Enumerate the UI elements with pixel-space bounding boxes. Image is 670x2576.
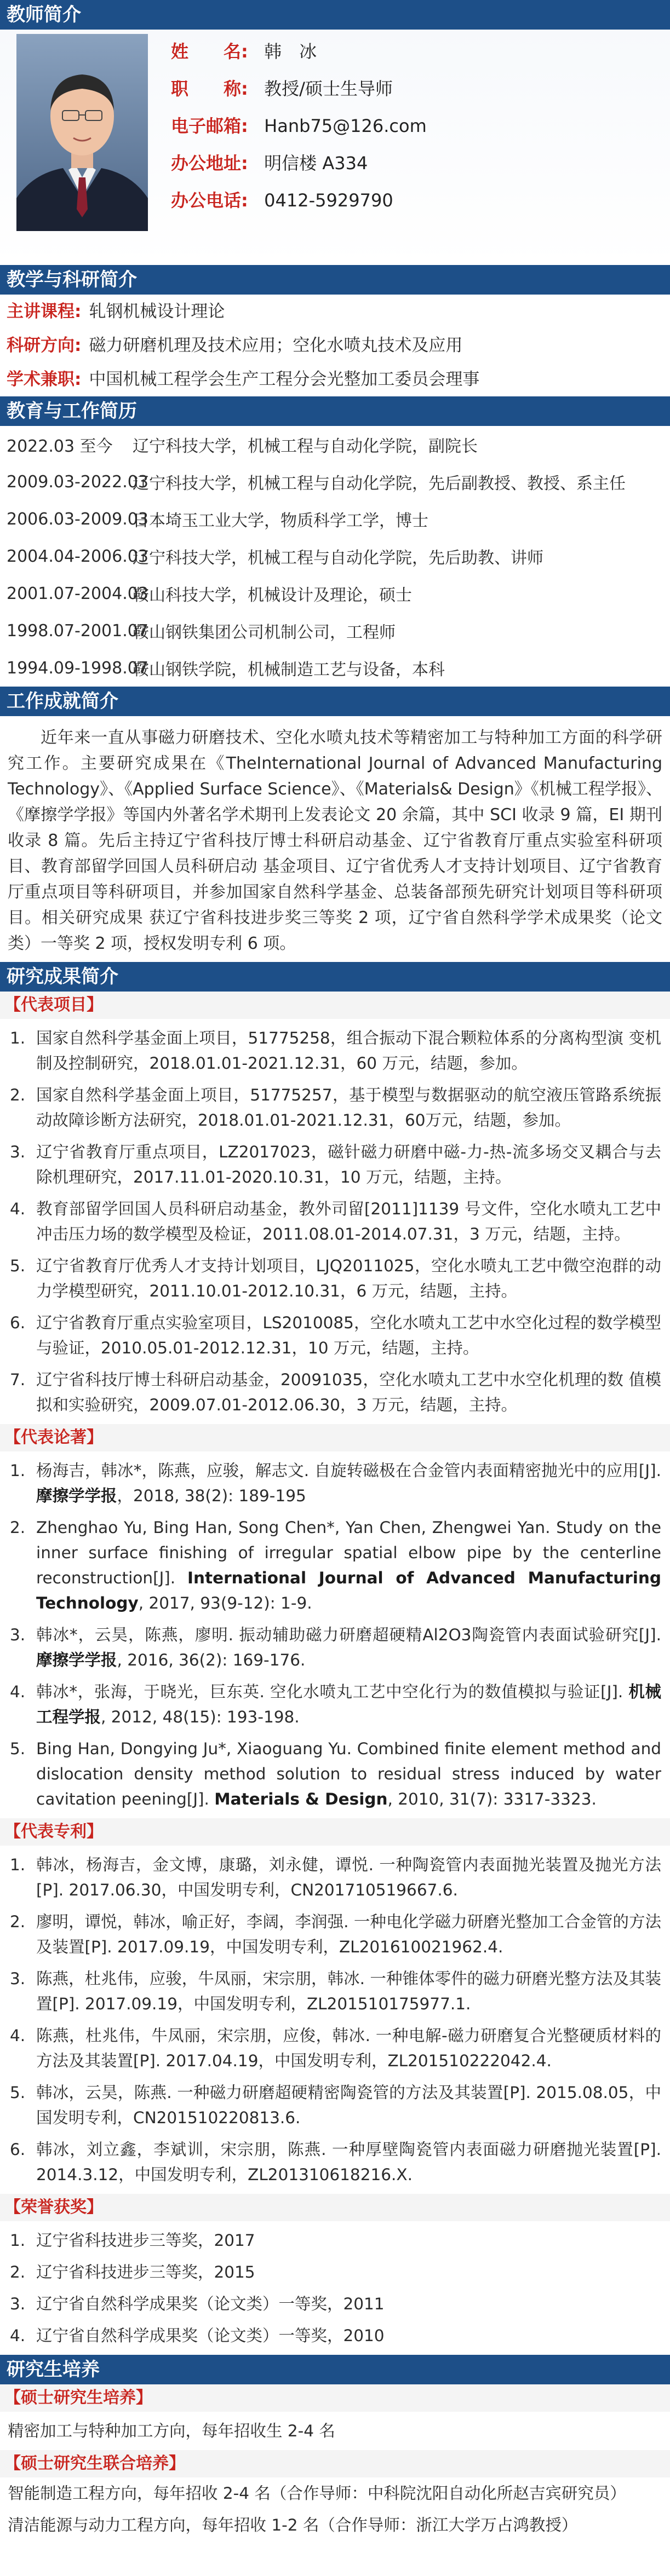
- course-row: [0, 295, 670, 329]
- patents-list: [0, 1846, 670, 2194]
- education-period: 1998.07-2001.07: [7, 621, 148, 641]
- education-row: [0, 500, 670, 538]
- item-number: 4.: [10, 1682, 26, 1701]
- item-number: 1.: [10, 1461, 26, 1480]
- item-number: 2.: [10, 2263, 26, 2281]
- email-row: [171, 107, 427, 145]
- phone-label: 办公电话:: [171, 190, 248, 211]
- education-period: 2004.04-2006.03: [7, 546, 148, 566]
- research-label: 科研方向:: [7, 336, 82, 355]
- projects-list: [0, 1019, 670, 1424]
- patent-item: [5, 2020, 665, 2077]
- education-row: [0, 649, 670, 687]
- joint-subheader: 【硕士研究生联合培养】: [0, 2450, 670, 2477]
- item-number: 4.: [10, 2026, 26, 2045]
- paper-volume: , 2010, 31(7): 3317-3323.: [387, 1790, 597, 1808]
- office-value: 明信楼 A334: [264, 153, 368, 174]
- name-value: 韩 冰: [264, 41, 317, 62]
- profile-card: [0, 30, 670, 265]
- papers-list: [0, 1451, 670, 1818]
- achievements-text: 近年来一直从事磁力研磨技术、空化水喷丸技术等精密加工与特种加工方面的科学研究工作。主要研究成果在《TheInternational Journal of Advanced Manufacturing Technology》、《Applied Surface Science》、《Materials& Design》《机械工程学报》、《摩擦学学报》等国内外著名学术期刊上发表论文 20 余篇，其中 SCI 收录 9 篇，EI 期刊收录 8 篇。先后主持辽宁省科技厅博士科研启动基金、辽宁省教育厅重点实验室科研项目、教育部留学回国人员科研启动 基金项目、辽宁省优秀人才支持计划项目、辽宁省教育厅重点项目等科研项目，并参加国家自然科学基金、总装备部预先研究计划项目等科研项目。相关研究成果 获辽宁省科技进步奖三等奖 2 项，辽宁省自然科学学术成果奖（论文类）一等奖 2 项，授权发明专利 6 项。: [8, 728, 662, 953]
- patent-item: [5, 2134, 665, 2191]
- portrait-image: [16, 34, 148, 231]
- achievements-header: 工作成就简介: [0, 687, 670, 716]
- education-period: 2022.03 至今: [7, 437, 113, 456]
- course-value: 轧钢机械设计理论: [89, 302, 225, 321]
- item-number: 1.: [10, 1029, 26, 1047]
- honor-item: [5, 2225, 665, 2256]
- office-row: [171, 145, 427, 182]
- title-value: 教授/硕士生导师: [264, 78, 393, 99]
- education-period: 2006.03-2009.03: [7, 509, 148, 529]
- project-item: [5, 1193, 665, 1250]
- item-text: 国家自然科学基金面上项目，51775258，组合振动下混合颗粒体系的分离构型演 变机制及控制研究，2018.01.01-2021.12.31，60 万元，结题，参加。: [36, 1029, 661, 1073]
- item-text: 韩冰，刘立鑫，李斌训，宋宗朋，陈燕. 一种厚壁陶瓷管内表面磁力研磨抛光装置[P]. 2014.3.12，中国发明专利，ZL201310618216.X.: [36, 2140, 661, 2184]
- office-label: 办公地址:: [171, 153, 248, 174]
- item-number: 4.: [10, 2326, 26, 2345]
- paper-journal: 摩擦学学报: [36, 1651, 117, 1669]
- education-desc: 辽宁科技大学，机械工程与自动化学院，副院长: [133, 437, 478, 456]
- paper-citation: 韩冰*，张海，于晓光，巨东英. 空化水喷丸工艺中空化行为的数值模拟与验证[J].: [36, 1682, 629, 1701]
- item-text: [36, 1622, 665, 1673]
- paper-item: [5, 1733, 665, 1815]
- papers-subheader: 【代表论著】: [0, 1424, 670, 1451]
- project-item: [5, 1136, 665, 1193]
- item-number: 2.: [10, 1518, 26, 1537]
- education-header: 教育与工作简历: [0, 396, 670, 426]
- education-period: 1994.09-1998.07: [7, 658, 148, 678]
- name-row: [171, 33, 427, 70]
- item-text: [36, 1458, 665, 1508]
- item-number: 3.: [10, 1969, 26, 1988]
- email-label: 电子邮箱:: [171, 116, 248, 136]
- item-text: 辽宁省教育厅重点项目，LZ2017023，磁针磁力研磨中磁-力-热-流多场交叉耦合与去除机理研究，2017.11.01-2020.10.31，10 万元，结题，主持。: [36, 1143, 661, 1186]
- item-text: 廖明，谭悦，韩冰，喻正好，李阔，李润强. 一种电化学磁力研磨光整加工合金管的方法及装置[P]. 2017.09.19，中国发明专利，ZL201610021962.4.: [36, 1912, 661, 1956]
- honors-list: [0, 2221, 670, 2355]
- item-text: 陈燕，杜兆伟，应骏，牛凤丽，宋宗朋，韩冰. 一种锥体零件的磁力研磨光整方法及其装置[P]. 2017.09.19，中国发明专利，ZL201510175977.1.: [36, 1969, 661, 2013]
- item-number: 2.: [10, 1912, 26, 1931]
- item-number: 6.: [10, 1313, 26, 1332]
- paper-item: [5, 1619, 665, 1676]
- item-number: 7.: [10, 1370, 26, 1389]
- item-text: [36, 1515, 665, 1616]
- education-row: [0, 426, 670, 463]
- item-number: 2.: [10, 1086, 26, 1104]
- education-period: 2009.03-2022.03: [7, 472, 148, 492]
- education-desc: 鞍山钢铁集团公司机制公司，工程师: [133, 623, 396, 642]
- item-text: 辽宁省科技进步三等奖，2017: [36, 2231, 255, 2250]
- item-number: 5.: [10, 1257, 26, 1275]
- item-text: [36, 1736, 665, 1812]
- item-number: 1.: [10, 2231, 26, 2250]
- paper-citation: 杨海吉，韩冰*，陈燕，应骏，解志文. 自旋转磁极在合金管内表面精密抛光中的应用[J].: [36, 1461, 661, 1480]
- project-item: [5, 1079, 665, 1136]
- item-text: 辽宁省自然科学成果奖（论文类）一等奖，2011: [36, 2295, 385, 2313]
- research-value: 磁力研磨机理及技术应用；空化水喷丸技术及应用: [89, 336, 463, 355]
- item-number: 6.: [10, 2140, 26, 2159]
- phone-value: 0412-5929790: [264, 190, 393, 211]
- education-row: [0, 575, 670, 612]
- education-row: [0, 612, 670, 649]
- paper-citation: Bing Han, Dongying Ju*, Xiaoguang Yu. Combined finite element method and dislocation density method solution to residual stress induced by water cavitation peening[J].: [36, 1739, 661, 1808]
- education-period: 2001.07-2004.03: [7, 584, 148, 603]
- item-text: 辽宁省教育厅重点实验室项目，LS2010085，空化水喷丸工艺中水空化过程的数学模型与验证，2010.05.01-2012.12.31，10 万元，结题，主持。: [36, 1313, 661, 1357]
- item-text: 辽宁省教育厅优秀人才支持计划项目，LJQ2011025，空化水喷丸工艺中微空泡群的动力学模型研究，2011.10.01-2012.10.31，6 万元，结题，主持。: [36, 1257, 661, 1300]
- profile-info: [171, 33, 427, 219]
- item-number: 3.: [10, 1143, 26, 1161]
- item-text: 国家自然科学基金面上项目，51775257，基于模型与数据驱动的航空液压管路系统振动故障诊断方法研究，2018.01.01-2021.12.31，60万元，结题，参加。: [36, 1086, 661, 1129]
- patent-item: [5, 1906, 665, 1963]
- paper-journal: International Journal of Advanced Manufacturing Technology: [36, 1569, 661, 1612]
- academic-label: 学术兼职:: [7, 370, 82, 389]
- item-text: 陈燕，杜兆伟，牛凤丽，宋宗朋，应俊，韩冰. 一种电解-磁力研磨复合光整硬质材料的方法及其装置[P]. 2017.04.19，中国发明专利，ZL201510222042.4.: [36, 2026, 661, 2070]
- teacher-intro-header: 教师简介: [0, 0, 670, 30]
- paper-journal: 机械工程学报: [36, 1682, 661, 1726]
- item-number: 3.: [10, 2295, 26, 2313]
- item-text: [36, 1679, 665, 1730]
- item-number: 1.: [10, 1855, 26, 1874]
- teaching-header: 教学与科研简介: [0, 265, 670, 295]
- item-text: 辽宁省自然科学成果奖（论文类）一等奖，2010: [36, 2326, 385, 2345]
- paper-item: [5, 1512, 665, 1619]
- item-number: 5.: [10, 2083, 26, 2102]
- patent-item: [5, 2077, 665, 2134]
- item-number: 5.: [10, 1739, 26, 1758]
- patent-item: [5, 1849, 665, 1906]
- course-label: 主讲课程:: [7, 302, 82, 321]
- honor-item: [5, 2256, 665, 2288]
- phone-row: [171, 182, 427, 219]
- research-results-header: 研究成果简介: [0, 962, 670, 992]
- item-number: 4.: [10, 1200, 26, 1218]
- project-item: [5, 1364, 665, 1421]
- education-desc: 鞍山钢铁学院，机械制造工艺与设备，本科: [133, 660, 445, 679]
- research-row: [0, 329, 670, 362]
- patents-subheader: 【代表专利】: [0, 1818, 670, 1846]
- joint-training-list: [0, 2477, 670, 2541]
- master-text: 精密加工与特种加工方向，每年招收生 2-4 名: [8, 2422, 335, 2440]
- teacher-photo: [16, 34, 148, 231]
- education-desc: 日本埼玉工业大学，物质科学工学，博士: [133, 511, 428, 531]
- master-subheader: 【硕士研究生培养】: [0, 2384, 670, 2412]
- education-desc: 辽宁科技大学，机械工程与自动化学院，先后助教、讲师: [133, 549, 543, 568]
- patent-item: [5, 1963, 665, 2020]
- title-label: 职 称:: [171, 78, 248, 99]
- paper-item: [5, 1676, 665, 1733]
- paper-journal: 摩擦学学报: [36, 1486, 117, 1505]
- paper-volume: , 2016, 36(2): 169-176.: [117, 1651, 306, 1669]
- joint-training-line: 清洁能源与动力工程方向，每年招收 1-2 名（合作导师：浙江大学万占鸿教授）: [8, 2516, 578, 2534]
- item-text: 辽宁省科技进步三等奖，2015: [36, 2263, 255, 2281]
- title-row: [171, 70, 427, 107]
- paper-volume: , 2017, 93(9-12): 1-9.: [138, 1594, 312, 1612]
- item-text: 韩冰，杨海吉，金文博，康璐，刘永健，谭悦. 一种陶瓷管内表面抛光装置及抛光方法[P]. 2017.06.30，中国发明专利，CN201710519667.6.: [36, 1855, 661, 1899]
- education-row: [0, 463, 670, 500]
- email-value[interactable]: Hanb75@126.com: [264, 116, 427, 136]
- paper-journal: Materials & Design: [214, 1790, 388, 1808]
- education-desc: 辽宁科技大学，机械工程与自动化学院，先后副教授、教授、系主任: [133, 474, 626, 493]
- project-item: [5, 1250, 665, 1307]
- honor-item: [5, 2320, 665, 2352]
- item-text: 辽宁省科技厅博士科研启动基金，20091035，空化水喷丸工艺中水空化机理的数 值模拟和实验研究，2009.07.01-2012.06.30，3 万元，结题，主持。: [36, 1370, 661, 1414]
- education-desc: 鞍山科技大学，机械设计及理论，硕士: [133, 586, 412, 605]
- honor-item: [5, 2288, 665, 2320]
- project-item: [5, 1022, 665, 1079]
- paper-item: [5, 1455, 665, 1512]
- projects-subheader: 【代表项目】: [0, 992, 670, 1019]
- joint-training-line: 智能制造工程方向，每年招收 2-4 名（合作导师：中科院沈阳自动化所赵吉宾研究员）: [8, 2484, 626, 2503]
- item-number: 3.: [10, 1626, 26, 1644]
- paper-volume: ，2018, 38(2): 189-195: [117, 1486, 306, 1505]
- paper-citation: Zhenghao Yu, Bing Han, Song Chen*, Yan Chen, Zhengwei Yan. Study on the inner surface finishing of irregular spatial elbow pipe by the centerline reconstruction[J].: [36, 1518, 661, 1587]
- item-text: 教育部留学回国人员科研启动基金，教外司留[2011]1139 号文件，空化水喷丸工艺中冲击压力场的数学模型及检证，2011.08.01-2014.07.31，3 万元，结题，主持。: [36, 1200, 661, 1243]
- honors-subheader: 【荣誉获奖】: [0, 2194, 670, 2221]
- academic-value: 中国机械工程学会生产工程分会光整加工委员会理事: [89, 370, 480, 389]
- project-item: [5, 1307, 665, 1364]
- paper-volume: , 2012, 48(15): 193-198.: [101, 1708, 300, 1726]
- education-row: [0, 538, 670, 575]
- education-list: [0, 426, 670, 687]
- item-text: 韩冰，云昊，陈燕. 一种磁力研磨超硬精密陶瓷管的方法及其装置[P]. 2015.08.05，中国发明专利，CN201510220813.6.: [36, 2083, 661, 2127]
- graduate-header: 研究生培养: [0, 2355, 670, 2384]
- name-label: 姓 名:: [171, 41, 248, 62]
- academic-row: [0, 362, 670, 396]
- paper-citation: 韩冰*，云昊，陈燕，廖明. 振动辅助磁力研磨超硬精Al2O3陶瓷管内表面试验研究[J].: [36, 1626, 661, 1644]
